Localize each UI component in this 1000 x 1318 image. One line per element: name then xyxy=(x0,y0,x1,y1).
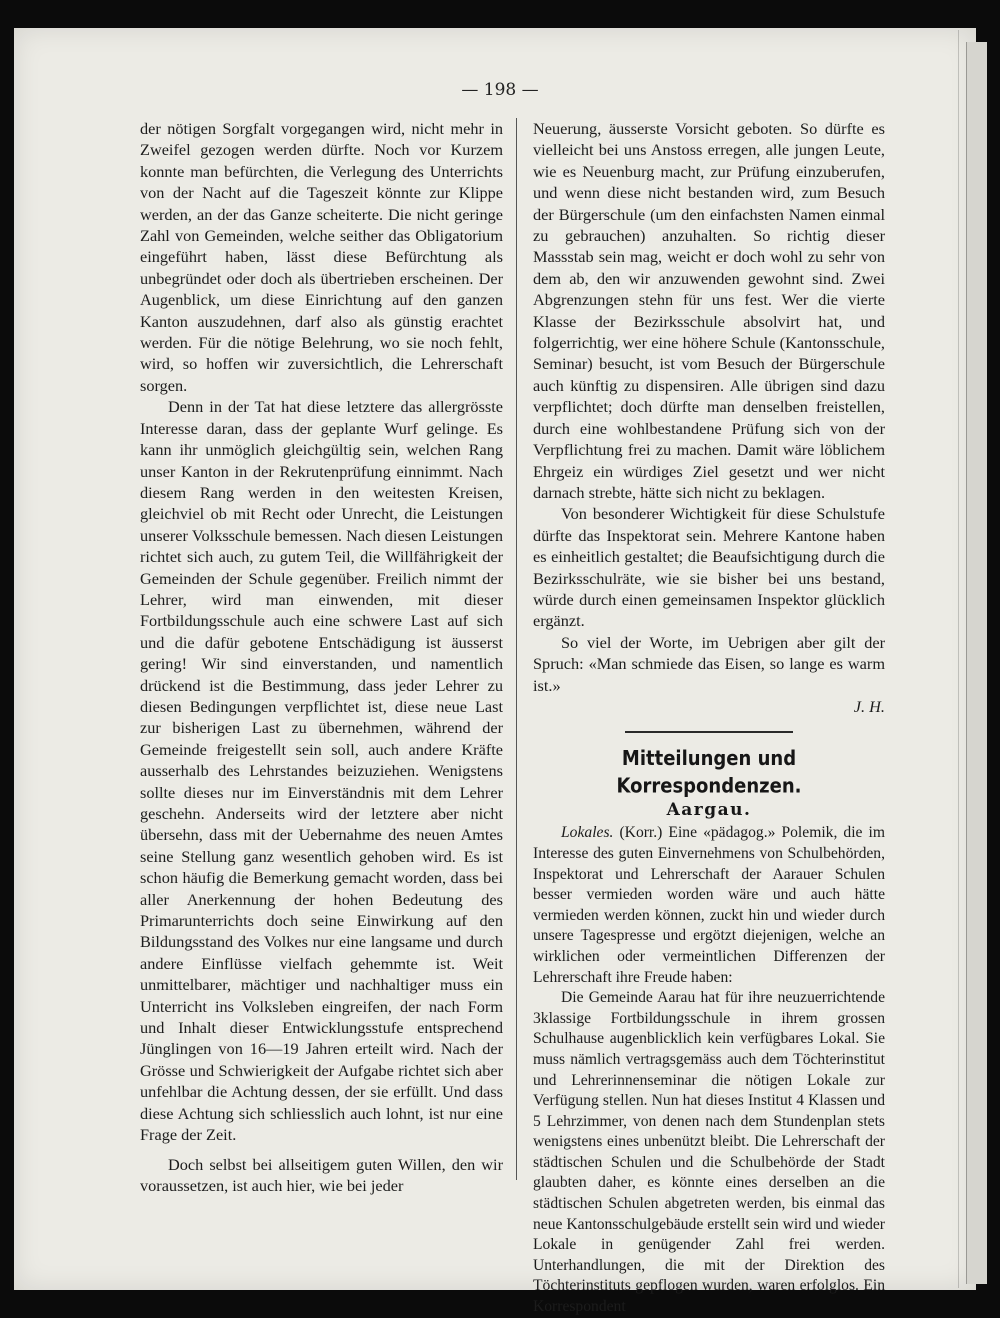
right-paragraph-3: So viel der Worte, im Uebrigen aber gilt der Spruch: «Man schmiede das Eisen, so lange es warm ist.» xyxy=(533,632,885,695)
author-signature: J. H. xyxy=(853,696,885,716)
left-paragraph-1: der nötigen Sorgfalt vorgegangen wird, nicht mehr in Zweifel gezogen werden dürfte. Noch vor Kurzem konnte man befürchten, die Verlegung des Unterrichts von der Nacht auf die Tageszeit könnte zur Klippe werden, an der das Ganze scheiterte. Die nicht geringe Zahl von Gemeinden, welche seither das Obligatorium eingeführt haben, lässt diese Befürchtung als unbegründet oder doch als übertrieben erscheinen. Der Augenblick, um diese Einrichtung auf den ganzen Kanton auszudehnen, darf also als günstig erachtet werden. Für die nötige Belehrung, wo sie noch fehlt, wird, so hoffen wir zuversichtlich, die Lehrerschaft sorgen. xyxy=(140,119,503,395)
lokales-text: (Korr.) Eine «pädagog.» Polemik, die im Interesse des guten Einvernehmens von Schulbehörden, Inspektorat und Lehrerschaft der Aarauer Schulen besser vermieden worden wäre und auch hätte vermieden werden können, zuckt hin und wieder durch unsere Tagespresse und ergötzt diejenigen, welche an wirklichen oder vermeintlichen Differenzen der Lehrerschaft ihre Freude haben: xyxy=(533,824,885,986)
section-title: Mitteilungen und Korrespondenzen. xyxy=(616,746,802,799)
right-column xyxy=(533,118,885,1318)
right-paragraph-1: Neuerung, äusserste Vorsicht geboten. So dürfte es vielleicht bei uns Anstoss erregen, alle jungen Leute, wie es Neuenburg macht, zur Prüfung einzuberufen, und wenn diese nicht bestanden wird, zum Besuch der Bürgerschule (um den einfachsten Namen einmal zu gebrauchen) anzuhalten. So richtig dieser Massstab sein mag, weicht er doch wohl zu sehr von dem ab, den wir anzuwenden gewohnt sind. Zwei Abgrenzungen stehn für uns fest. Wer die vierte Klasse der Bezirksschule absolvirt hat, und folgerrichtig, wer eine höhere Schule (Kantonsschule, Seminar) besucht, ist vom Besuch der Bürgerschule auch künftig zu dispensiren. Alle übrigen sind dazu verpflichtet; doch dürfte man denselben freistellen, durch eine wohlbestandene Prüfung sich von der Verpflichtung frei zu machen. Damit wäre löblichem Ehrgeiz ein würdiges Ziel gesetzt und wer nicht darnach strebte, hätte sich nicht zu beklagen. xyxy=(533,119,885,502)
lokales-label: Lokales. xyxy=(561,824,614,842)
section-subtitle: Aargau. xyxy=(666,800,752,821)
left-paragraph-3: Doch selbst bei allseitigem guten Willen, den wir voraussetzen, ist auch hier, wie bei jeder xyxy=(140,1154,503,1195)
page-number: — 198 — xyxy=(461,80,539,100)
next-page-edge xyxy=(966,42,987,1284)
left-paragraph-2: Denn in der Tat hat diese letztere das allergrösste Interesse daran, dass der geplante Wurf gelinge. Es kann ihr unmöglich gleichgültig sein, welchen Rang unser Kanton in der Rekrutenprüfung einnimmt. Nach diesem Rang werden in den weitesten Kreisen, gleichviel ob mit Recht oder Unrecht, die Leistungen unserer Volksschule bemessen. Nach diesen Leistungen richtet sich auch, zu gutem Teil, die Willfährigkeit der Gemeinden der Schule gegenüber. Freilich nimmt der Lehrer, wird man einwenden, mit dieser Fortbildungsschule auch eine schwere Last auf sich und die dafür gebotene Entschädigung ist äusserst gering! Wir sind einverstanden, und namentlich drückend ist die Bestimmung, dass jeder Lehrer zu diesen Bedingungen verpflichtet ist, diese neue Last zur bisherigen Last zu übernehmen, während der Gemeinde freigestellt sein soll, auch andere Kräfte ausserhalb des Lehrstandes beizuziehen. Wenigstens sollte dieses nur im Einverständnis mit dem Lehrer geschehn. Anderseits wird der letztere aber nicht übersehn, dass mit der Uebernahme des neuen Amtes seine Stellung ganz wesentlich gehoben wird. Es ist schon häufig die Bemerkung gemacht worden, dass bei aller Anerkennung der hohen Bedeutung des Primarunterrichts doch seine Einwirkung auf den Bildungsstand des Volkes nur eine langsame und durch andere Einflüsse vielfach gehemmte ist. Weit unmittelbarer, mächtiger und nachhaltiger muss ein Unterricht ins Volksleben eingreifen, der nach Form und Inhalt dieser Entwicklungsstufe entsprechend Jünglingen von 16—19 Jahren erteilt wird. Nach der Grösse und Schwierigkeit der Aufgabe richtet sich aber unfehlbar die Achtung dessen, der sie erfüllt. Und dass diese Achtung sich schliesslich auch lohnt, ist nur eine Frage der Zeit. xyxy=(140,397,503,1145)
left-column xyxy=(140,118,503,1196)
page-fold-line xyxy=(958,30,959,1288)
closing-paragraph: Die Gemeinde Aarau hat für ihre neuzuerrichtende 3klassige Fortbildungsschule in ihrem grossen Schulhause augenblicklich kein verfügbares Lokal. Sie muss nämlich vertragsgemäss auch dem Töchterinstitut und Lehrerinnenseminar die nötigen Lokale zur Verfügung stellen. Nun hat dieses Institut 4 Klassen und 5 Lehrzimmer, von denen nach dem Stundenplan stets wenigstens eines unbenützt bleibt. Die Lehrerschaft der städtischen Schulen und die Schulbehörde der Stadt glaubten daher, es könnte eines derselben an die städtischen Schulen abgetreten werden, bis einmal das neue Kantonsschulgebäude erstellt sein wird und wieder Lokale in genügender Zahl frei werden. Unterhandlungen, die mit der Direktion des Töchterinstituts gepflogen wurden, waren erfolglos. Ein Korrespondent xyxy=(533,989,885,1316)
lokales-paragraph xyxy=(533,823,885,988)
right-paragraph-2: Von besonderer Wichtigkeit für diese Schulstufe dürfte das Inspektorat sein. Mehrere Kantone haben es einheitlich gestaltet; die Beaufsichtigung durch die Bezirksschulräte, wie sie bisher bei uns bestand, würde durch einen gemeinsamen Inspektor glücklich ergänzt. xyxy=(533,504,885,631)
section-separator-rule xyxy=(625,731,793,733)
column-divider xyxy=(516,118,517,1180)
